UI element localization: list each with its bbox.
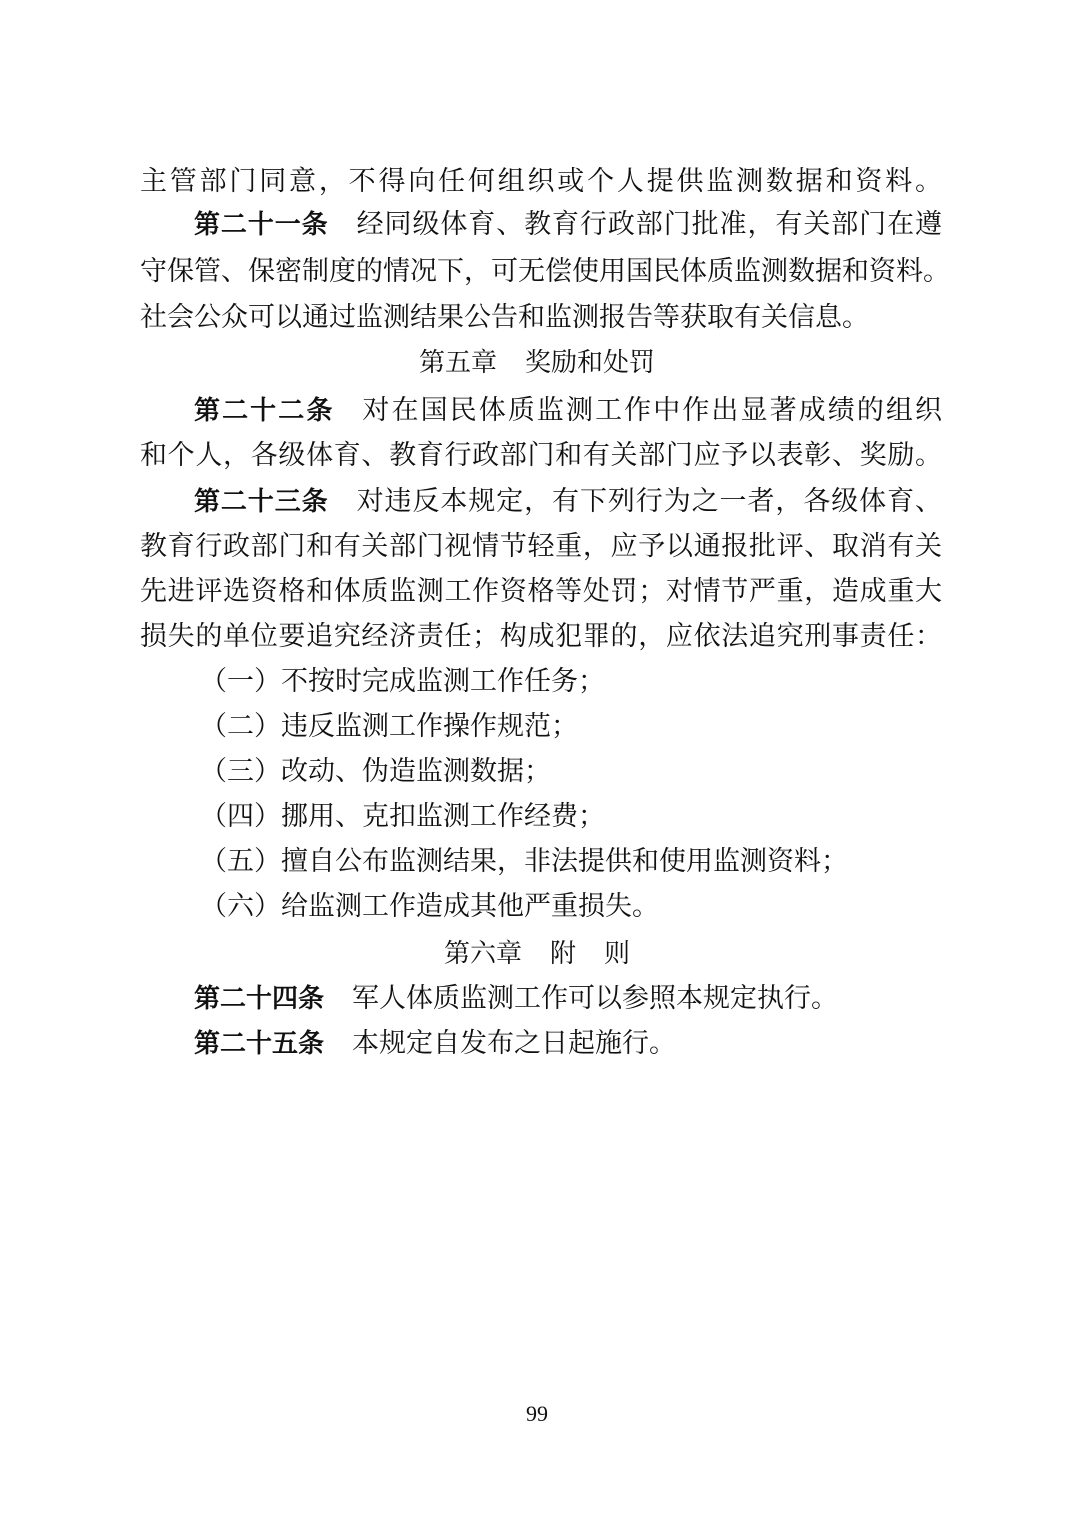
article-23-line-2: 教育行政部门和有关部门视情节轻重，应予以通报批评、取消有关 (140, 531, 942, 562)
article-23-line-3: 先进评选资格和体质监测工作资格等处罚；对情节严重，造成重大 (140, 576, 942, 607)
list-item: （二）违反监测工作操作规范； (200, 711, 578, 742)
continuation-line: 主管部门同意，不得向任何组织或个人提供监测数据和资料。 (140, 166, 942, 197)
article-25-text: 本规定自发布之日起施行。 (352, 1028, 677, 1059)
article-25-line (194, 1026, 676, 1062)
list-item: （四）挪用、克扣监测工作经费； (200, 801, 605, 832)
article-24-line (194, 981, 838, 1017)
chapter-6-number: 第六章 (443, 939, 522, 969)
chapter-5-heading (0, 345, 1074, 381)
chapter-5-number: 第五章 (418, 348, 497, 378)
article-22-line-2: 和个人，各级体育、教育行政部门和有关部门应予以表彰、奖励。 (140, 440, 942, 471)
list-item: （五）擅自公布监测结果，非法提供和使用监测资料； (200, 846, 848, 877)
article-23-label: 第二十三条 (194, 487, 329, 517)
chapter-6-heading (0, 936, 1074, 972)
article-25-label: 第二十五条 (194, 1029, 325, 1059)
article-24-text: 军人体质监测工作可以参照本规定执行。 (352, 983, 839, 1014)
article-23-text-1: 对违反本规定，有下列行为之一者，各级体育、 (356, 486, 942, 517)
article-23-line-4: 损失的单位要追究经济责任；构成犯罪的，应依法追究刑事责任： (140, 621, 942, 652)
chapter-6-title-part-1: 附 (549, 939, 576, 969)
article-22-label: 第二十二条 (194, 396, 335, 426)
article-21-line-3: 社会公众可以通过监测结果公告和监测报告等获取有关信息。 (140, 302, 869, 333)
article-21-label: 第二十一条 (194, 210, 329, 240)
article-22-text-1: 对在国民体质监测工作中作出显著成绩的组织 (362, 395, 942, 426)
article-21-line-2: 守保管、保密制度的情况下，可无偿使用国民体质监测数据和资料。 (140, 256, 950, 287)
chapter-6-title-part-2: 则 (604, 939, 631, 969)
list-item: （六）给监测工作造成其他严重损失。 (200, 891, 659, 922)
list-item: （三）改动、伪造监测数据； (200, 756, 551, 787)
article-23-line-1 (194, 484, 942, 520)
page-number: 99 (526, 1401, 548, 1426)
article-24-label: 第二十四条 (194, 984, 325, 1014)
article-21-line-1 (194, 207, 942, 243)
list-item: （一）不按时完成监测工作任务； (200, 666, 605, 697)
article-21-text-1: 经同级体育、教育行政部门批准，有关部门在遵 (356, 209, 942, 240)
article-22-line-1 (194, 393, 942, 429)
chapter-5-title: 奖励和处罚 (525, 348, 656, 378)
